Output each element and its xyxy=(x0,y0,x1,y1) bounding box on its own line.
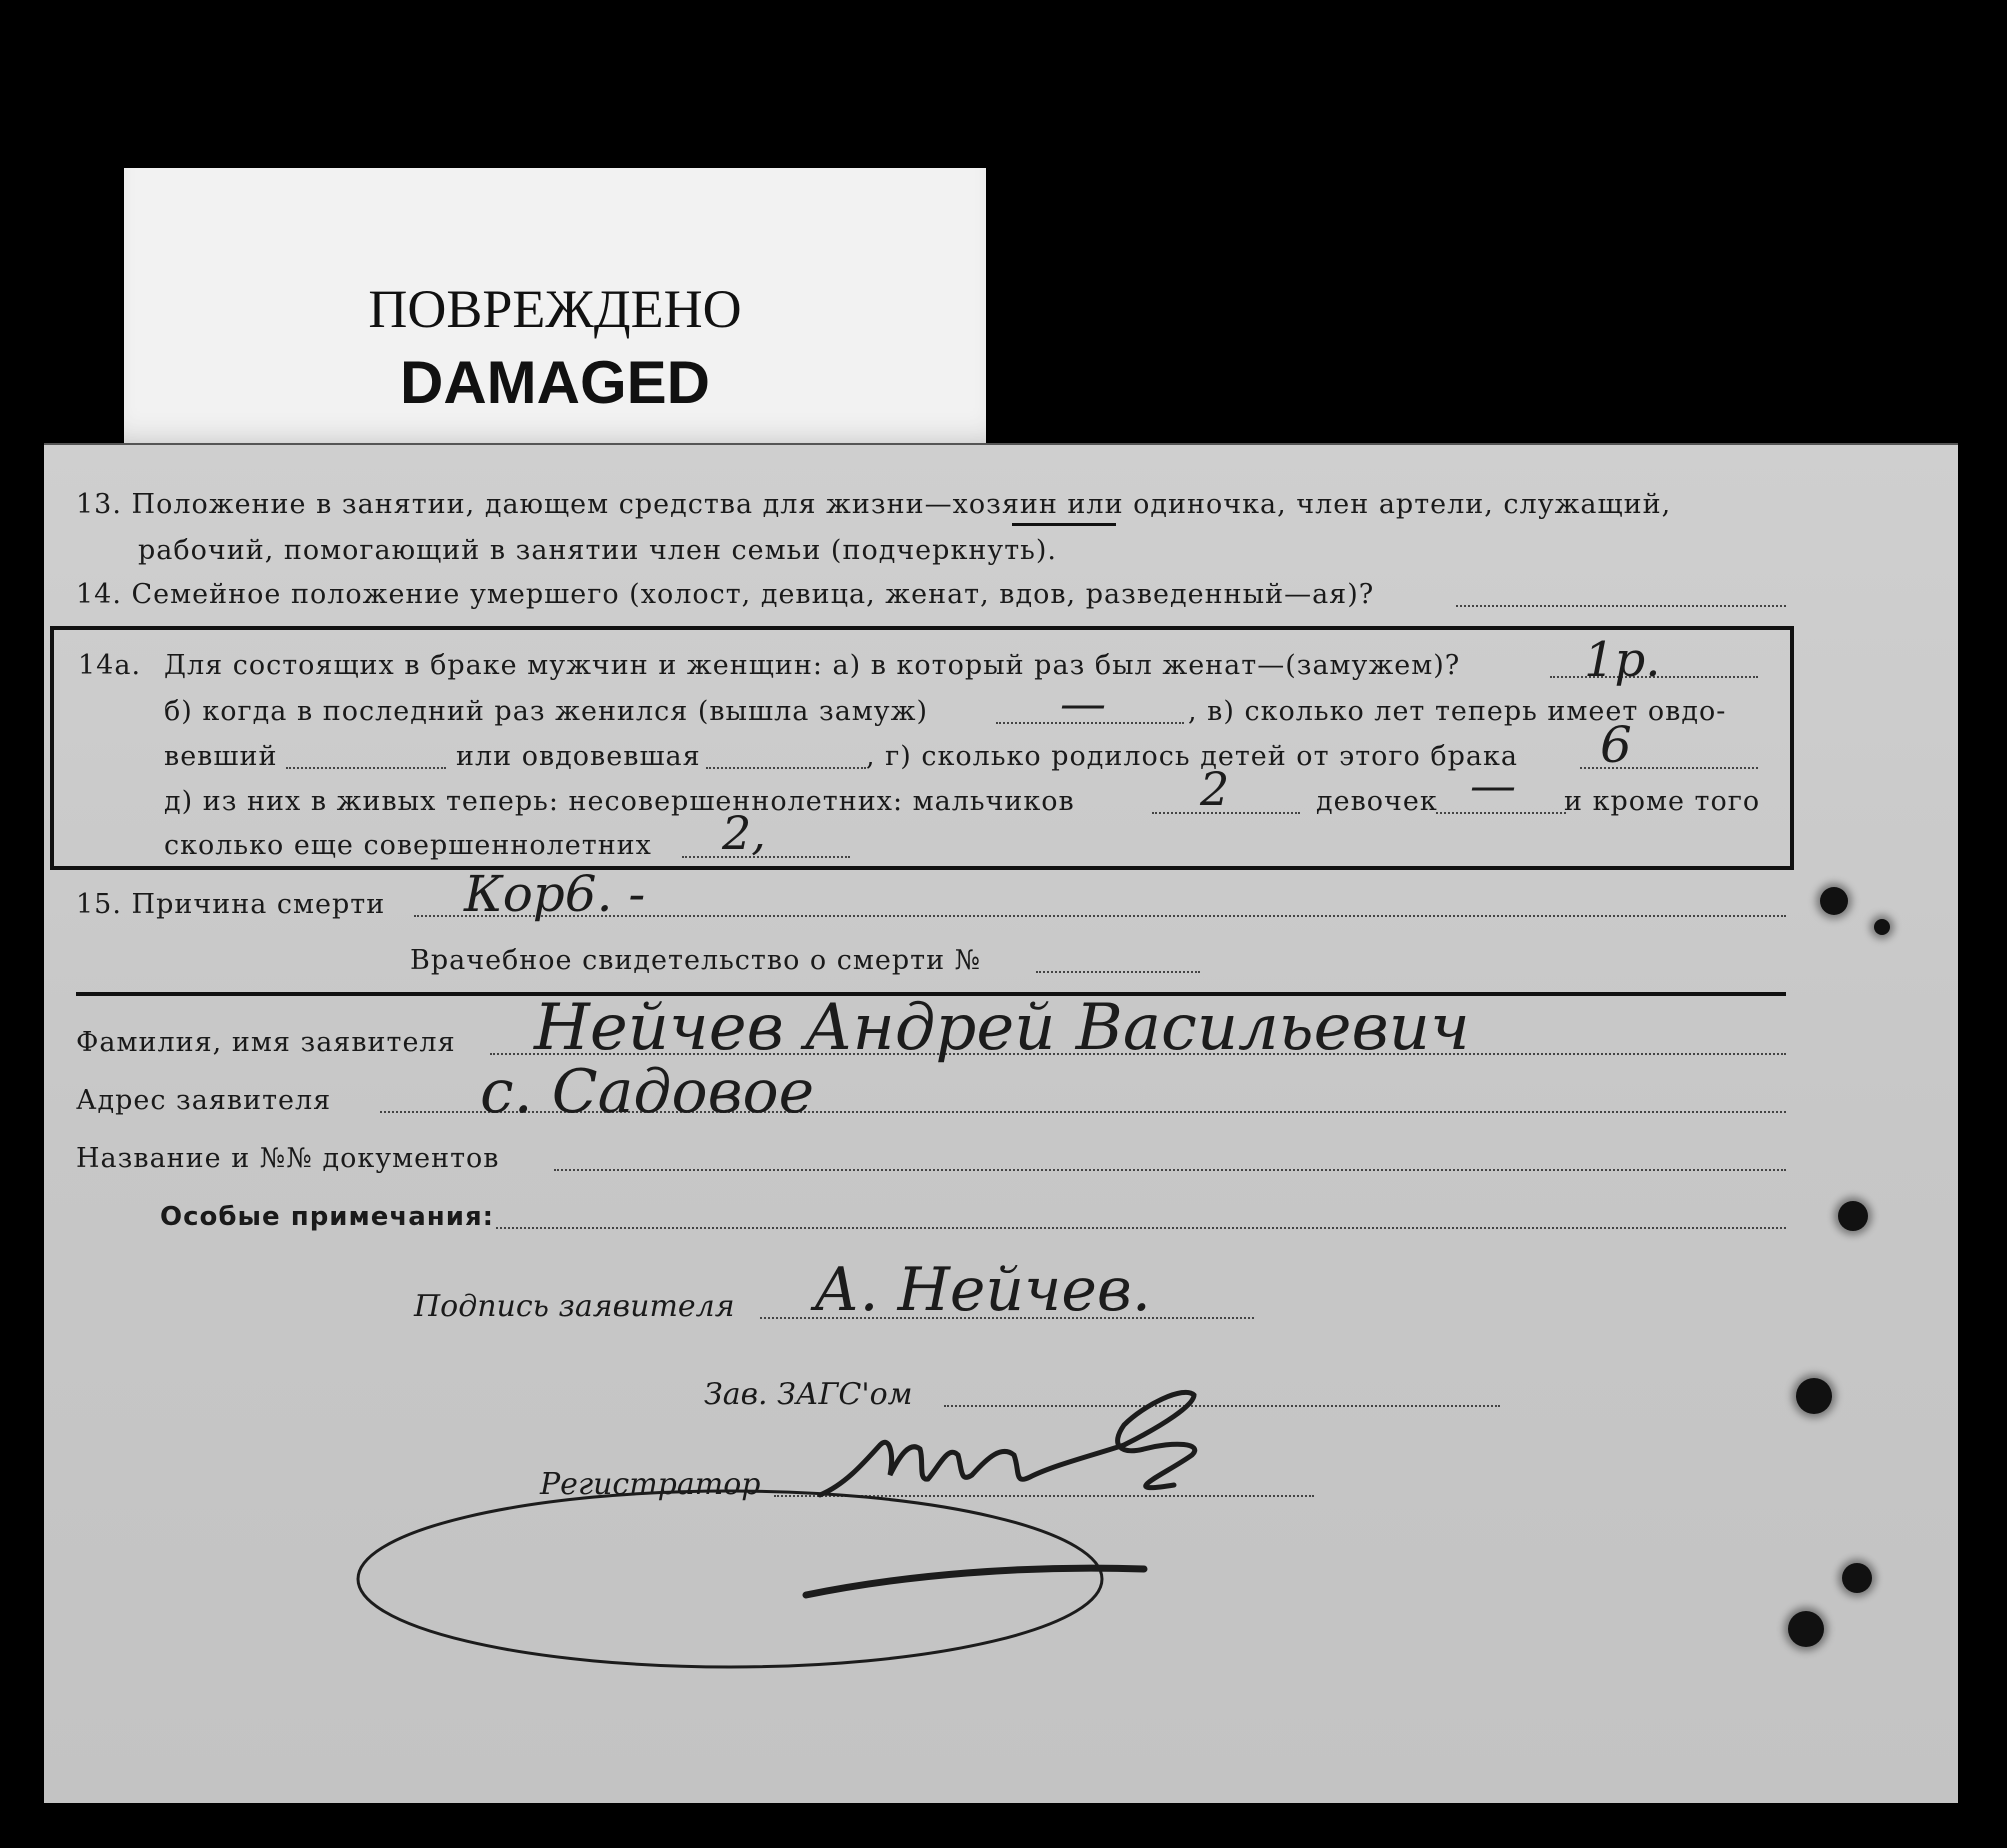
documents-label: Название и №№ документов xyxy=(76,1143,500,1174)
q13-line2: рабочий, помогающий в занятии член семьи (подчеркнуть). xyxy=(138,535,1057,566)
punch-hole xyxy=(1820,887,1848,915)
stamp-outline xyxy=(358,1491,1102,1667)
hw-adults: 2, xyxy=(722,806,766,860)
q14-label: 14. Семейное положение умершего (холост, девица, женат, вдов, разведенный—ая)? xyxy=(76,579,1375,610)
punch-hole xyxy=(1874,919,1890,935)
hw-children-born: 6 xyxy=(1600,716,1632,774)
q14a-line5: сколько еще совершеннолетних xyxy=(164,830,652,861)
q14a-line4c: и кроме того xyxy=(1564,786,1761,817)
notes-label: Особые примечания: xyxy=(160,1202,495,1232)
damaged-label xyxy=(124,168,986,454)
applicant-address-label: Адрес заявителя xyxy=(76,1085,332,1116)
hw-girls: — xyxy=(1470,758,1516,812)
punch-hole xyxy=(1788,1611,1824,1647)
q14a-line1: Для состоящих в браке мужчин и женщин: а) в который раз был женат—(замужем)? xyxy=(164,650,1461,681)
med-cert-label: Врачебное свидетельство о смерти № xyxy=(410,945,982,976)
applicant-name-label: Фамилия, имя заявителя xyxy=(76,1027,456,1058)
hw-death-cause: Кор6. - xyxy=(464,865,646,923)
q14a-line3a: вевший xyxy=(164,741,278,772)
death-record-card xyxy=(44,443,1958,1803)
hw-boys: 2 xyxy=(1200,762,1230,816)
hw-applicant-address: с. Садовое xyxy=(480,1057,815,1127)
damaged-label-ru: ПОВРЕЖДЕНО xyxy=(368,279,742,339)
applicant-signature-label: Подпись заявителя xyxy=(414,1289,735,1324)
q14a-line3b: или овдовевшая xyxy=(456,741,701,772)
q14a-number: 14а. xyxy=(78,650,142,681)
punch-hole xyxy=(1842,1563,1872,1593)
hw-applicant-signature: А. Нейчев. xyxy=(814,1255,1151,1325)
hw-last-married: — xyxy=(1060,676,1106,730)
q14a-line2b: , в) сколько лет теперь имеет овдо- xyxy=(1188,696,1727,727)
punch-hole xyxy=(1796,1378,1832,1414)
damaged-label-en: DAMAGED xyxy=(400,349,710,416)
hw-applicant-name: Нейчев Андрей Васильевич xyxy=(534,991,1470,1065)
registrar-signature-drawing xyxy=(44,445,1958,1803)
zags-head-label: Зав. ЗАГС'ом xyxy=(704,1377,913,1412)
q14a-line4a: д) из них в живых теперь: несовершеннолетних: мальчиков xyxy=(164,786,1075,817)
q13-line1: 13. Положение в занятии, дающем средства для жизни—хозяин или одиночка, член артели, служащий, xyxy=(76,489,1672,520)
registrar-label: Регистратор xyxy=(540,1467,761,1502)
q14a-line3c: , г) сколько родилось детей от этого брака xyxy=(866,741,1518,772)
q15-label: 15. Причина смерти xyxy=(76,889,386,920)
q14a-line2a: б) когда в последний раз женился (вышла замуж) xyxy=(164,696,929,727)
hw-times-married: 1р. xyxy=(1584,632,1661,688)
punch-hole xyxy=(1838,1201,1868,1231)
q14a-line4b: девочек xyxy=(1316,786,1438,817)
